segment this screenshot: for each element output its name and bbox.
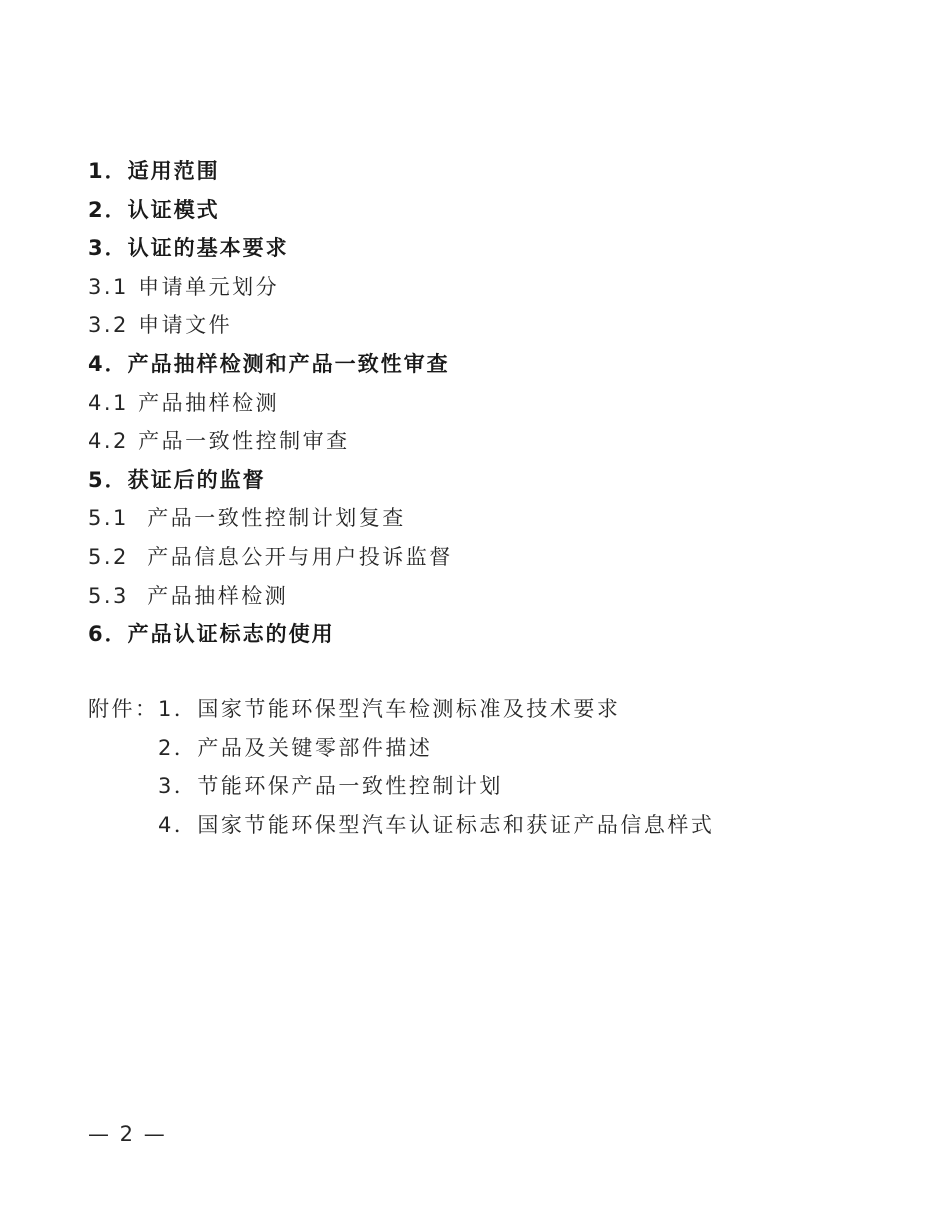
toc-heading-2: 2．认证模式: [88, 197, 220, 222]
toc-subheading-5-2: 5.2 产品信息公开与用户投诉监督: [88, 544, 453, 569]
toc-subheading-5-1: 5.1 产品一致性控制计划复查: [88, 506, 406, 531]
attachment-item: 3．节能环保产品一致性控制计划: [158, 774, 503, 799]
attachment-item: 4．国家节能环保型汽车认证标志和获证产品信息样式: [158, 812, 715, 837]
page-number: — 2 —: [88, 1122, 167, 1146]
toc-heading-3: 3．认证的基本要求: [88, 236, 289, 261]
attachment-item: 1．国家节能环保型汽车检测标准及技术要求: [158, 697, 621, 721]
attachment-row: [88, 767, 928, 806]
toc-subheading-3-2: 3.2 申请文件: [88, 313, 233, 338]
toc-subheading-3-1: 3.1 申请单元划分: [88, 274, 280, 299]
toc-subheading-4-1: 4.1 产品抽样检测: [88, 390, 280, 415]
toc-subheading-4-2: 4.2 产品一致性控制审查: [88, 429, 350, 454]
toc-heading-6: 6．产品认证标志的使用: [88, 622, 335, 647]
attachments-label: 附件：: [88, 697, 159, 721]
attachment-item: 2．产品及关键零部件描述: [158, 735, 433, 760]
toc-heading-1: 1．适用范围: [88, 159, 220, 183]
attachment-row: [88, 729, 928, 768]
table-of-contents: [88, 152, 908, 654]
toc-subheading-5-3: 5.3 产品抽样检测: [88, 583, 289, 608]
toc-heading-5: 5．获证后的监督: [88, 467, 266, 492]
attachment-row: [88, 806, 928, 845]
toc-heading-4: 4．产品抽样检测和产品一致性审查: [88, 351, 450, 376]
attachments-list: [88, 690, 928, 844]
attachment-row: [88, 690, 928, 729]
